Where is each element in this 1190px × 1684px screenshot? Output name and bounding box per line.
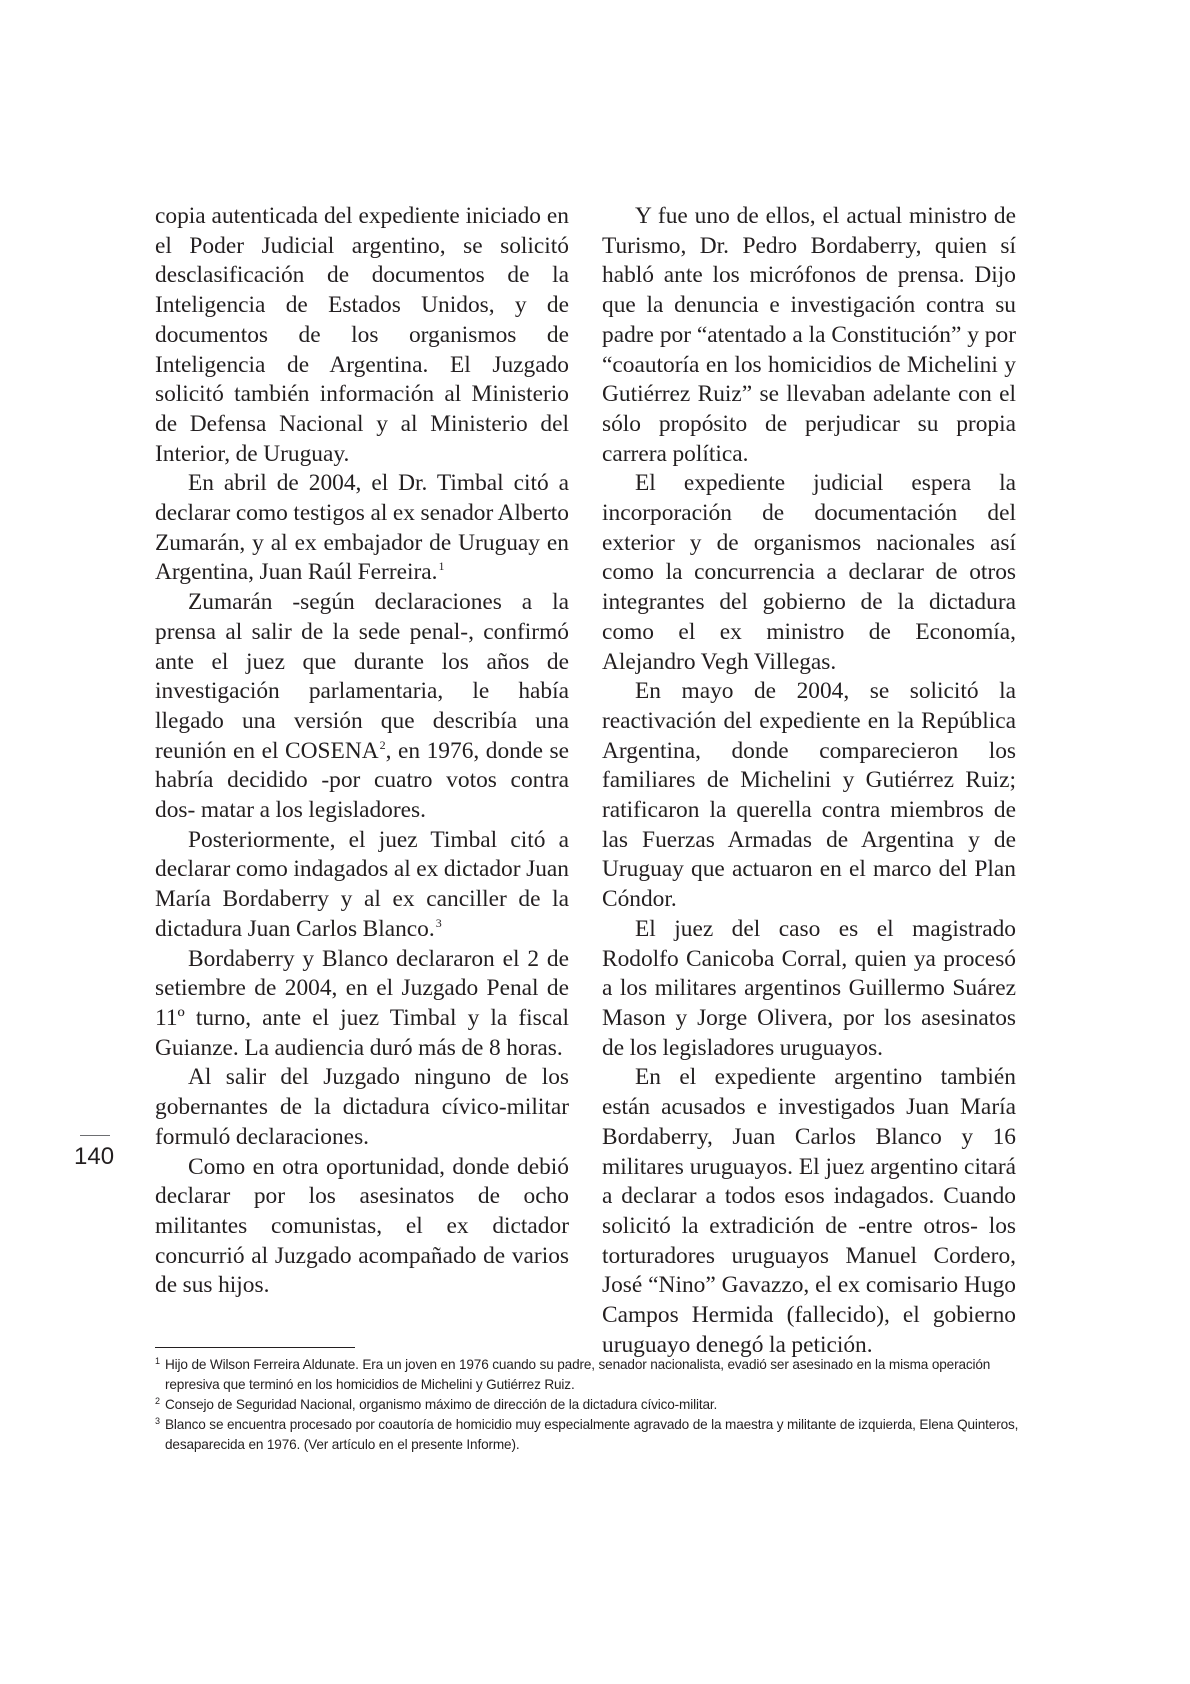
footnote-mark: 1 <box>155 1356 160 1366</box>
paragraph: Como en otra oportunidad, donde debió declarar por los asesinatos de ocho militantes comunistas, el ex dictador concurrió al Juzgado acompañado de varios de sus hijos. <box>155 1153 569 1299</box>
footnote-text: Hijo de Wilson Ferreira Aldunate. Era un joven en 1976 cuando su padre, senador nacionalista, evadió ser asesinado en la misma operación represiva que terminó en los homicidios de Michelini y Gutiérrez Ruiz. <box>165 1357 991 1392</box>
page-number: 140 <box>74 1143 115 1170</box>
footnote-mark: 3 <box>155 1416 160 1426</box>
paragraph: Al salir del Juzgado ninguno de los gobernantes de la dictadura cívico-militar formuló declaraciones. <box>155 1064 569 1150</box>
paragraph: Bordaberry y Blanco declararon el 2 de setiembre de 2004, en el Juzgado Penal de 11º turno, ante el juez Timbal y la fiscal Guianze. La audiencia duró más de 8 horas. <box>155 945 569 1061</box>
paragraph: El juez del caso es el magistrado Rodolfo Canicoba Corral, quien ya procesó a los militares argentinos Guillermo Suárez Mason y Jorge Olivera, por los asesinatos de los legisladores uruguayos. <box>602 915 1016 1061</box>
footnote-text: Consejo de Seguridad Nacional, organismo máximo de dirección de la dictadura cívico-militar. <box>165 1397 718 1412</box>
footnote <box>155 1355 1021 1395</box>
footnote-ref: 2 <box>379 737 386 752</box>
footnote-ref: 3 <box>435 915 442 930</box>
footnote-ref: 1 <box>438 559 445 574</box>
page-number-rule <box>80 1135 110 1136</box>
paragraph: En mayo de 2004, se solicitó la reactivación del expediente en la República Argentina, donde comparecieron los familiares de Michelini y Gutiérrez Ruiz; ratificaron la querella contra miembros de las Fuerzas Armadas de Argentina y de Uruguay que actuaron en el marco del Plan Cóndor. <box>602 678 1016 913</box>
text-column-left <box>155 202 569 1301</box>
person-name: Zumarán <box>188 589 273 616</box>
paragraph <box>155 469 569 588</box>
paragraph: El expediente judicial espera la incorporación de documentación del exterior y de organismos nacionales así como la concurrencia a declarar de otros integrantes del gobierno de la dictadura como el ex ministro de Economía, Alejandro Vegh Villegas. <box>602 470 1016 675</box>
paragraph: Y fue uno de ellos, el actual ministro de Turismo, Dr. Pedro Bordaberry, quien sí habló ante los micrófonos de prensa. Dijo que la denuncia e investigación contra su padre por “atentado a la Constitución” y por “coautoría en los homicidios de Michelini y Gutiérrez Ruiz” se llevaban adelante con el sólo propósito de perjudicar su propia carrera política. <box>602 203 1016 467</box>
text-column-right <box>602 202 1016 1360</box>
paragraph <box>155 588 569 826</box>
footnote <box>155 1395 1021 1415</box>
paragraph: En el expediente argentino también están acusados e investigados Juan María Bordaberry, Juan Carlos Blanco y 16 militares uruguayos. El juez argentino citará a declarar a todos esos indagados. Cuando solicitó la extradición de -entre otros- los torturadores uruguayos Manuel Cordero, José “Nino” Gavazzo, el ex comisario Hugo Campos Hermida (fallecido), el gobierno uruguayo denegó la petición. <box>602 1064 1016 1358</box>
footnote-text: Blanco se encuentra procesado por coautoría de homicidio muy especialmente agravado de la maestra y militante de izquierda, Elena Quinteros, desaparecida en 1976. (Ver artículo en el presente Informe). <box>165 1417 1019 1452</box>
paragraph-text: En abril de 2004, el Dr. Timbal citó a declarar como testigos al ex senador Alberto Zumarán, y al ex embajador de Uruguay en Argentina, Juan Raúl Ferreira. <box>155 470 569 586</box>
paragraph-text: -según declaraciones a la prensa al salir de la sede penal-, confirmó ante el juez que durante los años de investigación parlamentaria, le había llegado una versión que describía una reunión en el COSENA <box>155 589 569 764</box>
paragraph <box>155 826 569 945</box>
paragraph-text: , en 1976, donde se habría decidido -por cuatro votos contra dos- matar a los legisladores. <box>155 737 569 824</box>
paragraph: copia autenticada del expediente iniciado en el Poder Judicial argentino, se solicitó desclasificación de documentos de la Inteligencia de Estados Unidos, y de documentos de los organismos de Inteligencia de Argentina. El Juzgado solicitó también información al Ministerio de Defensa Nacional y al Ministerio del Interior, de Uruguay. <box>155 203 569 467</box>
footnote <box>155 1415 1021 1455</box>
footnote-divider <box>155 1347 355 1348</box>
footnotes <box>155 1355 1021 1455</box>
footnote-mark: 2 <box>155 1396 160 1406</box>
paragraph-text: Posteriormente, el juez Timbal citó a declarar como indagados al ex dictador Juan María Bordaberry y al ex canciller de la dictadura Juan Carlos Blanco. <box>155 826 569 942</box>
